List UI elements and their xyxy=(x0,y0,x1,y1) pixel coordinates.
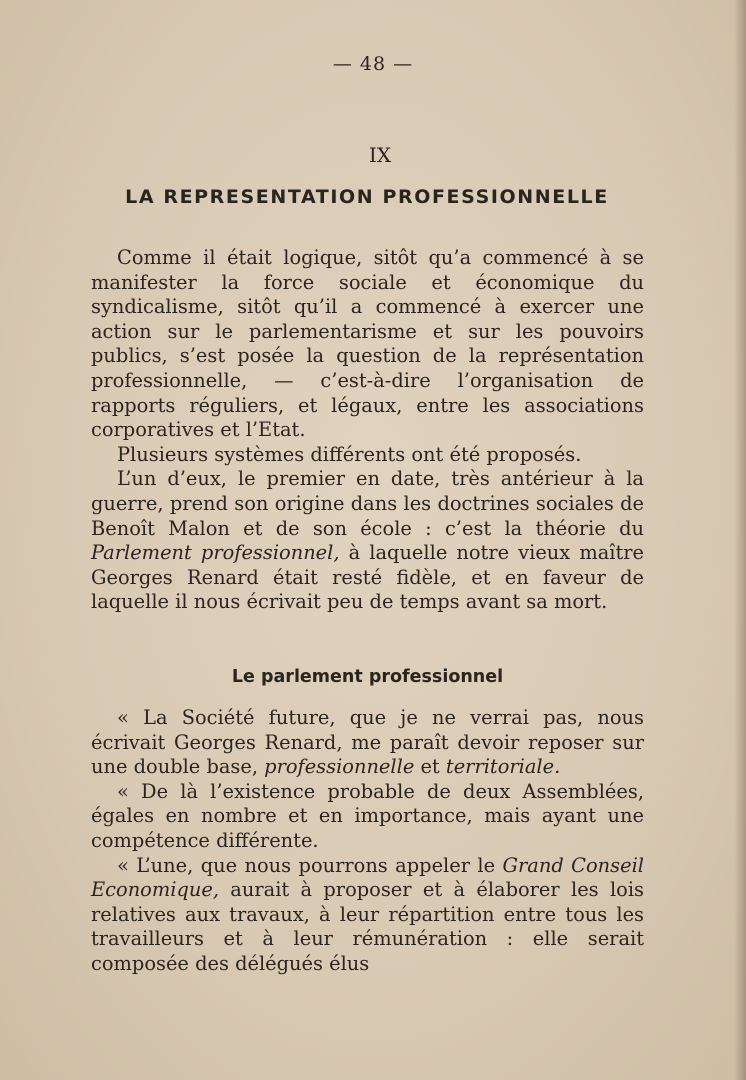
paragraph xyxy=(91,467,644,615)
italic-text: professionnelle xyxy=(264,755,415,779)
text-run: et xyxy=(414,755,446,779)
chapter-title: LA REPRESENTATION PROFESSIONNELLE xyxy=(125,186,609,208)
paragraph: Plusieurs systèmes différents ont été proposés. xyxy=(117,442,582,466)
paragraph xyxy=(91,706,644,780)
page-number: — 48 — xyxy=(332,53,414,75)
chapter-number: IX xyxy=(368,143,392,167)
body-text-section-2 xyxy=(91,706,644,977)
text-run: « La Société future, que je ne verrai pas, nous écrivait Georges Renard, me paraît devoir reposer sur une double base, xyxy=(91,706,644,779)
section-subheading: Le parlement professionnel xyxy=(231,667,504,687)
italic-text: territoriale. xyxy=(445,755,561,779)
paragraph: Comme il était logique, sitôt qu’a commencé à se manifester la force sociale et économique du syndicalisme, sitôt qu’il a commencé à exercer une action sur le parlementarisme et sur les pouvoirs publics, s’est posée la question de la représentation professionnelle, — c’est-à-dire l’organisation de rapports réguliers, et légaux, entre les associations corporatives et l’Etat. xyxy=(91,246,644,442)
text-run: aurait à proposer et à élaborer les lois relatives aux travaux, à leur répartition entre tous les travailleurs et à leur rémunération : elle serait composée des délégués élus xyxy=(91,878,644,975)
text-run: « L’une, que nous pourrons appeler le xyxy=(117,853,503,877)
paragraph xyxy=(91,854,644,977)
body-text-section-1 xyxy=(91,246,644,615)
italic-text: Grand Conseil Economique, xyxy=(91,853,644,902)
text-run: à laquelle notre vieux maître Georges Renard était resté fidèle, et en faveur de laquelle il nous écrivait peu de temps avant sa mort. xyxy=(91,541,645,614)
text-run: L’un d’eux, le premier en date, très antérieur à la guerre, prend son origine dans les doctrines sociales de Benoît Malon et de son école : c’est la théorie du xyxy=(91,467,644,540)
paragraph: « De là l’existence probable de deux Assemblées, égales en nombre et en importance, mais ayant une compétence différente. xyxy=(91,779,644,852)
italic-text: Parlement professionnel, xyxy=(91,541,340,565)
